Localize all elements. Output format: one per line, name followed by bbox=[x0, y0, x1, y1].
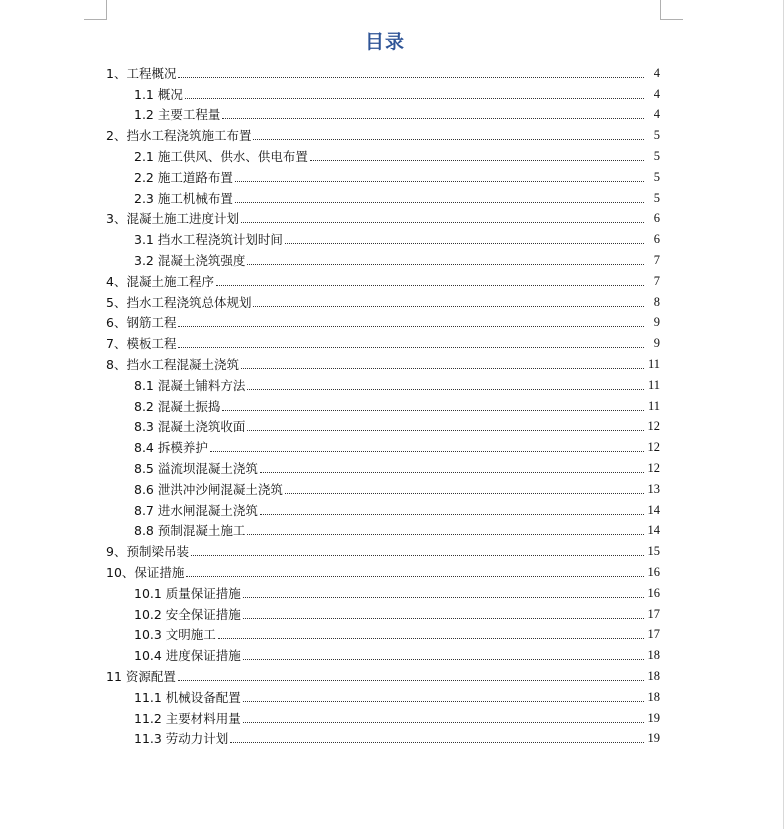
toc-dot-leader bbox=[247, 534, 644, 535]
toc-dot-leader bbox=[241, 368, 644, 369]
toc-dot-leader bbox=[310, 160, 644, 161]
toc-entry-page-number: 14 bbox=[647, 502, 660, 517]
crop-mark-top-left bbox=[84, 0, 107, 20]
toc-dot-leader bbox=[235, 181, 644, 182]
toc-dot-leader bbox=[235, 202, 644, 203]
toc-entry-page-number: 9 bbox=[653, 315, 660, 330]
toc-entry-label: 10.4 进度保证措施 bbox=[134, 648, 241, 664]
toc-entry[interactable] bbox=[134, 498, 660, 519]
toc-entry-label: 8.8 预制混凝土施工 bbox=[134, 523, 246, 539]
toc-dot-leader bbox=[243, 597, 644, 598]
toc-list bbox=[0, 61, 784, 747]
toc-entry-label: 2.2 施工道路布置 bbox=[134, 169, 233, 185]
toc-entry-page-number: 14 bbox=[647, 523, 660, 538]
crop-mark-top-right bbox=[660, 0, 683, 20]
toc-entry-label: 8.7 进水闸混凝土浇筑 bbox=[134, 502, 258, 518]
toc-entry[interactable] bbox=[134, 82, 660, 103]
toc-dot-leader bbox=[247, 264, 644, 265]
toc-entry[interactable] bbox=[106, 290, 660, 311]
toc-entry[interactable] bbox=[106, 664, 660, 685]
toc-entry[interactable] bbox=[134, 477, 660, 498]
toc-entry-label: 8.3 混凝土浇筑收面 bbox=[134, 419, 246, 435]
toc-entry-label: 6、钢筋工程 bbox=[106, 315, 177, 331]
toc-entry-page-number: 6 bbox=[653, 211, 660, 226]
toc-entry-label: 11.3 劳动力计划 bbox=[134, 731, 229, 747]
toc-dot-leader bbox=[243, 722, 644, 723]
toc-entry-page-number: 11 bbox=[647, 398, 660, 413]
toc-entry-page-number: 15 bbox=[647, 544, 660, 559]
toc-entry-page-number: 4 bbox=[653, 86, 660, 101]
toc-entry-label: 8.4 拆模养护 bbox=[134, 440, 208, 456]
toc-entry-page-number: 5 bbox=[653, 128, 660, 143]
toc-entry[interactable] bbox=[134, 456, 660, 477]
toc-entry[interactable] bbox=[106, 539, 660, 560]
toc-entry-page-number: 8 bbox=[653, 294, 660, 309]
toc-entry-page-number: 11 bbox=[647, 356, 660, 371]
toc-entry-page-number: 12 bbox=[647, 440, 660, 455]
toc-entry[interactable] bbox=[106, 311, 660, 332]
toc-entry-page-number: 12 bbox=[647, 460, 660, 475]
toc-entry[interactable] bbox=[106, 352, 660, 373]
toc-entry-page-number: 16 bbox=[647, 564, 660, 579]
toc-entry[interactable] bbox=[134, 227, 660, 248]
toc-entry-label: 11.1 机械设备配置 bbox=[134, 689, 241, 705]
toc-dot-leader bbox=[243, 701, 644, 702]
toc-entry-page-number: 5 bbox=[653, 190, 660, 205]
toc-entry[interactable] bbox=[106, 269, 660, 290]
toc-title: 目录 bbox=[364, 31, 405, 53]
toc-entry-page-number: 12 bbox=[647, 419, 660, 434]
toc-dot-leader bbox=[243, 618, 644, 619]
toc-dot-leader bbox=[185, 98, 644, 99]
toc-dot-leader bbox=[241, 222, 644, 223]
toc-entry[interactable] bbox=[134, 435, 660, 456]
toc-entry-label: 3.2 混凝土浇筑强度 bbox=[134, 252, 246, 268]
toc-entry-page-number: 18 bbox=[647, 689, 660, 704]
toc-entry-page-number: 16 bbox=[647, 585, 660, 600]
toc-entry-label: 8.2 混凝土振捣 bbox=[134, 398, 221, 414]
toc-entry-label: 10.1 质量保证措施 bbox=[134, 585, 241, 601]
toc-entry-page-number: 9 bbox=[653, 336, 660, 351]
toc-entry[interactable] bbox=[134, 186, 660, 207]
toc-dot-leader bbox=[210, 451, 644, 452]
toc-entry[interactable] bbox=[134, 685, 660, 706]
toc-dot-leader bbox=[178, 680, 644, 681]
toc-entry-label: 5、挡水工程浇筑总体规划 bbox=[106, 294, 252, 310]
toc-entry[interactable] bbox=[134, 415, 660, 436]
toc-entry-page-number: 17 bbox=[647, 606, 660, 621]
toc-entry-page-number: 13 bbox=[647, 481, 660, 496]
toc-entry-page-number: 7 bbox=[653, 252, 660, 267]
toc-entry[interactable] bbox=[106, 560, 660, 581]
toc-dot-leader bbox=[247, 430, 644, 431]
toc-entry-label: 8.5 溢流坝混凝土浇筑 bbox=[134, 460, 258, 476]
toc-entry-page-number: 7 bbox=[653, 273, 660, 288]
toc-entry-label: 3、混凝土施工进度计划 bbox=[106, 211, 239, 227]
toc-dot-leader bbox=[260, 514, 644, 515]
toc-entry-label: 2、挡水工程浇筑施工布置 bbox=[106, 128, 252, 144]
toc-entry-label: 2.1 施工供风、供水、供电布置 bbox=[134, 148, 308, 164]
toc-entry[interactable] bbox=[134, 248, 660, 269]
toc-dot-leader bbox=[218, 638, 644, 639]
toc-dot-leader bbox=[230, 742, 644, 743]
toc-dot-leader bbox=[247, 389, 644, 390]
toc-entry[interactable] bbox=[106, 331, 660, 352]
toc-dot-leader bbox=[191, 555, 644, 556]
toc-entry-label: 9、预制梁吊装 bbox=[106, 544, 189, 560]
toc-entry[interactable] bbox=[134, 706, 660, 727]
toc-entry[interactable] bbox=[134, 727, 660, 748]
toc-entry-page-number: 6 bbox=[653, 232, 660, 247]
toc-entry[interactable] bbox=[134, 519, 660, 540]
toc-dot-leader bbox=[253, 139, 644, 140]
toc-entry-page-number: 18 bbox=[647, 668, 660, 683]
toc-dot-leader bbox=[216, 285, 644, 286]
toc-dot-leader bbox=[178, 347, 644, 348]
toc-entry-page-number: 5 bbox=[653, 169, 660, 184]
toc-dot-leader bbox=[260, 472, 644, 473]
toc-dot-leader bbox=[253, 306, 644, 307]
toc-dot-leader bbox=[222, 118, 644, 119]
toc-dot-leader bbox=[243, 659, 644, 660]
toc-entry-label: 10.2 安全保证措施 bbox=[134, 606, 241, 622]
toc-dot-leader bbox=[178, 77, 644, 78]
toc-entry[interactable] bbox=[106, 207, 660, 228]
toc-entry-page-number: 4 bbox=[653, 65, 660, 80]
toc-entry[interactable] bbox=[134, 581, 660, 602]
toc-entry[interactable] bbox=[134, 103, 660, 124]
toc-entry-label: 8、挡水工程混凝土浇筑 bbox=[106, 356, 239, 372]
toc-entry[interactable] bbox=[106, 123, 660, 144]
toc-entry-page-number: 11 bbox=[647, 377, 660, 392]
toc-dot-leader bbox=[222, 410, 644, 411]
toc-entry-label: 7、模板工程 bbox=[106, 336, 177, 352]
toc-entry-label: 8.1 混凝土铺料方法 bbox=[134, 377, 246, 393]
toc-dot-leader bbox=[285, 243, 644, 244]
toc-entry-page-number: 4 bbox=[653, 107, 660, 122]
toc-entry-page-number: 5 bbox=[653, 148, 660, 163]
toc-entry-label: 11.2 主要材料用量 bbox=[134, 710, 241, 726]
toc-entry-page-number: 19 bbox=[647, 731, 660, 746]
toc-entry-label: 8.6 泄洪冲沙闸混凝土浇筑 bbox=[134, 481, 283, 497]
toc-entry[interactable] bbox=[134, 602, 660, 623]
toc-entry-label: 1、工程概况 bbox=[106, 65, 177, 81]
toc-entry-label: 4、混凝土施工程序 bbox=[106, 273, 214, 289]
toc-entry-label: 3.1 挡水工程浇筑计划时间 bbox=[134, 232, 283, 248]
toc-entry[interactable] bbox=[134, 373, 660, 394]
toc-entry-label: 11 资源配置 bbox=[106, 668, 176, 684]
toc-entry[interactable] bbox=[134, 144, 660, 165]
toc-entry-page-number: 18 bbox=[647, 648, 660, 663]
toc-entry-label: 2.3 施工机械布置 bbox=[134, 190, 233, 206]
toc-entry-page-number: 17 bbox=[647, 627, 660, 642]
toc-entry-label: 1.1 概况 bbox=[134, 86, 183, 102]
toc-entry-label: 1.2 主要工程量 bbox=[134, 107, 221, 123]
toc-dot-leader bbox=[285, 493, 644, 494]
toc-entry-label: 10.3 文明施工 bbox=[134, 627, 216, 643]
toc-dot-leader bbox=[186, 576, 644, 577]
toc-entry[interactable] bbox=[106, 61, 660, 82]
toc-entry[interactable] bbox=[134, 394, 660, 415]
toc-entry-page-number: 19 bbox=[647, 710, 660, 725]
toc-entry[interactable] bbox=[134, 165, 660, 186]
toc-dot-leader bbox=[178, 326, 644, 327]
toc-entry[interactable] bbox=[134, 623, 660, 644]
toc-entry[interactable] bbox=[134, 643, 660, 664]
toc-entry-label: 10、保证措施 bbox=[106, 564, 185, 580]
